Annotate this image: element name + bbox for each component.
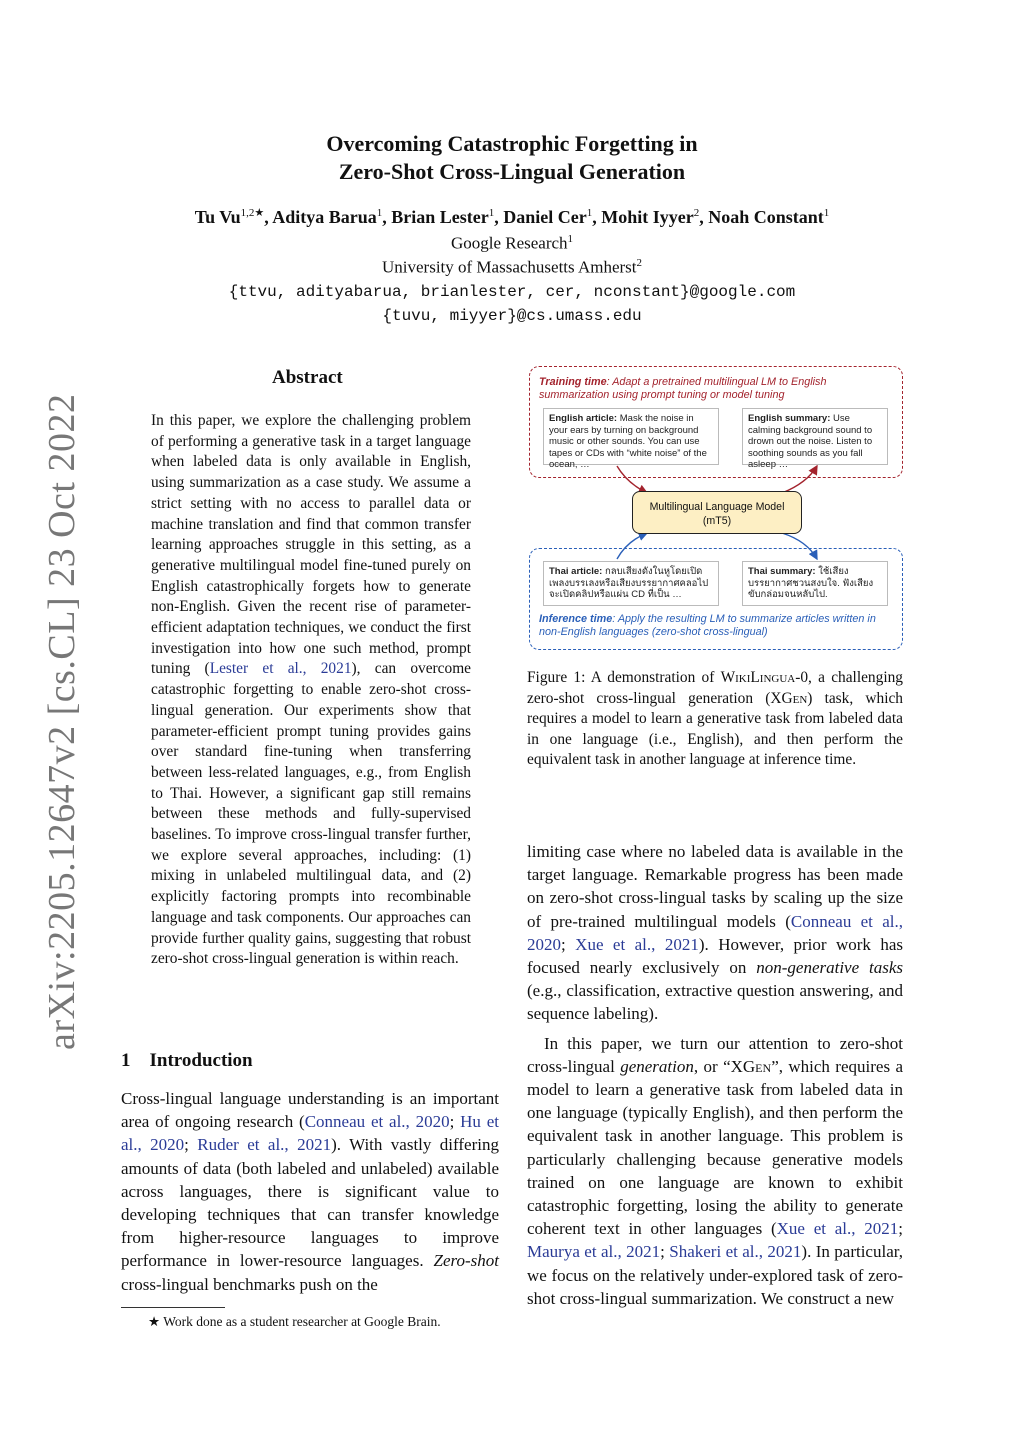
model-name: Multilingual Language Model [649,501,785,513]
author-affil-mark: 1 [488,207,495,219]
author-name: Mohit Iyyer [601,207,694,227]
figure-1 [527,363,905,651]
inference-time-title: Inference time [539,613,613,625]
caption-text: -0, a challenging zero-shot cross-lingual generation ( [527,669,903,707]
email-google: {ttvu, adityabarua, brianlester, cer, nconstant}@google.com [228,283,796,301]
card-label: English article: [549,413,618,424]
citation-link[interactable]: Hu et al., 2020 [121,1112,500,1155]
citation-link[interactable]: Conneau et al., 2020 [527,911,903,954]
citation-link[interactable]: Xue et al., 2021 [575,934,699,954]
section-number: 1 [121,1050,131,1071]
body-text-italic: generation [620,1056,694,1076]
section-heading [121,1050,253,1072]
thai-summary-card [742,561,888,606]
arrow-train-article [617,466,647,493]
body-text: ). In particular, we focus on the relatively under-explored task of zero-shot cross-lingual summarization. We construct a new [527,1242,903,1308]
body-text: ). With vastly differing amounts of data (both labeled and unlabeled) available across languages, there is significant value to developing techniques that can transfer knowledge from higher-resource languages to improve performance in lower-resource languages. [121,1135,499,1271]
card-text: Mask the noise in your ears by turning on background music or other sounds. You can use tapes or CDs with “white noise” of the ocean, … [549,413,707,471]
body-text: (e.g., classification, extractive question answering, and sequence labeling). [527,981,903,1024]
arrow-train-summary [782,466,817,493]
task-name: XGen [730,1056,772,1076]
abstract-body [151,411,471,970]
training-time-title: Training time [539,376,607,388]
card-label: Thai summary: [748,566,816,577]
author-name: Noah Constant [708,207,824,227]
body-text: ). However, prior work has focused nearly exclusively on [527,934,904,978]
affiliation-mark: 1 [567,233,574,245]
footnote: ★ Work done as a student researcher at Google Brain. [148,1314,441,1329]
footnote-rule [121,1307,225,1308]
model-variant: (mT5) [702,515,732,527]
card-label: Thai article: [549,566,603,577]
abstract-text: ), can overcome catastrophic forgetting to enable zero-shot cross-lingual generation. Our experiments show that parameter-efficient prompt tuning provides gains over standard fine-tuning when transferring between less-related languages, e.g., from English to Thai. However, a significant gap still remains between these methods and fully-supervised baselines. To improve cross-lingual transfer further, we explore several approaches, including: (1) mixing in unlabeled multilingual data, and (2) explicitly factoring prompts into recombinable language and task components. Our approaches can provide further quality gains, suggesting that robust zero-shot cross-lingual generation is within reach. [151,660,471,968]
right-column-text [527,840,903,1310]
author-affil-mark: 1 [586,207,593,219]
affiliation-google [0,233,1024,254]
card-label: English summary: [748,413,831,424]
author-affil-mark: 1 [823,207,830,219]
inference-time-label [539,613,879,639]
title-line-1: Overcoming Catastrophic Forgetting in [326,131,698,156]
card-text: กลบเสียงดังในหูโดยเปิดเพลงบรรเลงหรือเสียงบรรยากาศคลอไป จะเปิดคลิปหรือแผ่น CD ที่เป็น … [549,566,709,601]
inference-time-desc: : Apply the resulting LM to summarize articles written in non-English languages (zero-shot cross-lingual) [539,613,876,638]
paragraph: In this paper, we turn our attention to zero-shot cross-lingual generation, or “XGen”, which requires a model to learn a generative task from labeled data in one language (typically English), and then perform the equivalent task in another language. This problem is particularly challenging because generative models trained on one language are known to exhibit catastrophic forgetting, losing the ability to generate coherent text in other languages (Xue et al., 2021; Maurya et al., 2021; Shakeri et al., 2021). In particular, we focus on the relatively under-explored task of zero-shot cross-lingual summarization. We construct a new [527,1033,904,1308]
citation-link[interactable]: Conneau et al., 2020 [304,1112,450,1132]
abstract-text: In this paper, we explore the challenging problem of performing a generative task in a target language when labeled data is only available in English, using summarization as a case study. We assume a strict setting with no access to parallel data or machine translation and find that common transfer learning approaches struggle in this setting, as a generative multilingual model fine-tuned purely on English catastrophically forgets how to generate non-English. Given the recent rise of parameter-efficient adaptation techniques, we conduct the first investigation into how one such method, prompt tuning ( [151,412,471,678]
affiliation-mark: 2 [636,257,642,269]
body-text-italic: Zero-shot [433,1251,499,1271]
card-text: Use calming background sound to drown out the noise. Listen to soothing sounds as you fall asleep … [748,413,873,471]
paper-title [0,130,1024,186]
body-text: limiting case where no labeled data is available in the target language. Remarkable progress has been made on zero-shot cross-lingual tasks by scaling up the size of pre-trained multilingual models ( [527,842,903,931]
author-name: Tu Vu [194,207,241,227]
abstract-heading: Abstract [272,367,343,388]
body-text: In this paper, we turn our attention to zero-shot cross-lingual [527,1033,903,1076]
citation-link[interactable]: Xue et al., 2021 [776,1219,899,1239]
body-text: cross-lingual benchmarks push on the [121,1274,378,1294]
citation-link[interactable]: Lester et al., 2021 [209,660,352,678]
body-text: ”, which requires a model to learn a generative task from labeled data in one language (typically English), and then perform the equivalent task in another language. This problem is particularly challenging because generative models trained on one language are known to exhibit catastrophic forgetting, losing the ability to generate coherent text in other languages ( [527,1056,903,1239]
citation-link[interactable]: Ruder et al., 2021 [197,1135,332,1155]
section-title: Introduction [149,1050,253,1071]
author-list: Tu $Vu^{1,2★}$, Aditya Barua$^1$, Brian Lester$^1$, Daniel Cer$^1$, Mohit Iyyer$^2$, Noah Constant$^1$ [194,207,830,227]
author-name: Aditya Barua [272,207,377,227]
multilingual-model-box [632,491,802,534]
card-text: ใช้เสียงบรรยากาศชวนสงบใจ. ฟังเสียงขับกล่อมจนหลับไป. [748,566,874,601]
affiliation-umass [0,257,1024,278]
paragraph: limiting case where no labeled data is available in the target language. Remarkable progress has been made on zero-shot cross-lingual tasks by scaling up the size of pre-trained multilingual models (Conneau et al., 2020; Xue et al., 2021). However, prior work has focused nearly exclusively on non-generative tasks (e.g., classification, extractive question answering, and sequence labeling). [527,842,904,1024]
caption-dataset: WikiLingua [720,669,796,686]
author-affil-mark: 2 [693,207,700,219]
arxiv-identifier: arXiv:2205.12647v2 [cs.CL] 23 Oct 2022 [41,393,83,1050]
author-name: Daniel Cer [503,207,587,227]
figure-caption [527,668,903,771]
caption-text: ) task, which requires a model to learn a generative task from labeled data in one language (i.e., English), and then perform the equivalent task in another language at inference time. [527,689,904,769]
affiliation-name: Google Research [450,233,568,253]
thai-article-card [543,561,719,606]
title-line-2: Zero-Shot Cross-Lingual Generation [338,159,686,184]
citation-link[interactable]: Shakeri et al., 2021 [669,1242,802,1262]
body-text-italic: non-generative tasks [756,958,904,978]
body-text: Cross-lingual language understanding is an important area of ongoing research ( [121,1089,499,1132]
intro-paragraph: Cross-lingual language understanding is an important area of ongoing research (Conneau et al., 2020; Hu et al., 2020; Ruder et al., 2021). With vastly differing amounts of data (both labeled and unlabeled) available across languages, there is significant value to developing techniques that can transfer knowledge from higher-resource languages to improve performance in lower-resource languages. Zero-shot cross-lingual benchmarks push on the [121,1089,500,1294]
author-name: Brian Lester [391,207,489,227]
caption-text: Figure 1: A demonstration of [527,669,721,686]
citation-link[interactable]: Maurya et al., 2021 [527,1242,661,1262]
author-affil-mark: 1,2★ [240,207,265,219]
affiliation-name: University of Massachusetts Amherst [382,257,637,277]
email-umass: {tuvu, miyyer}@cs.umass.edu [382,307,642,325]
training-time-desc: : Adapt a pretrained multilingual LM to English summarization using prompt tuning or model tuning [539,376,827,401]
caption-task: XGen [770,689,808,707]
author-affil-mark: 1 [376,207,383,219]
body-text: , or “ [693,1056,731,1076]
